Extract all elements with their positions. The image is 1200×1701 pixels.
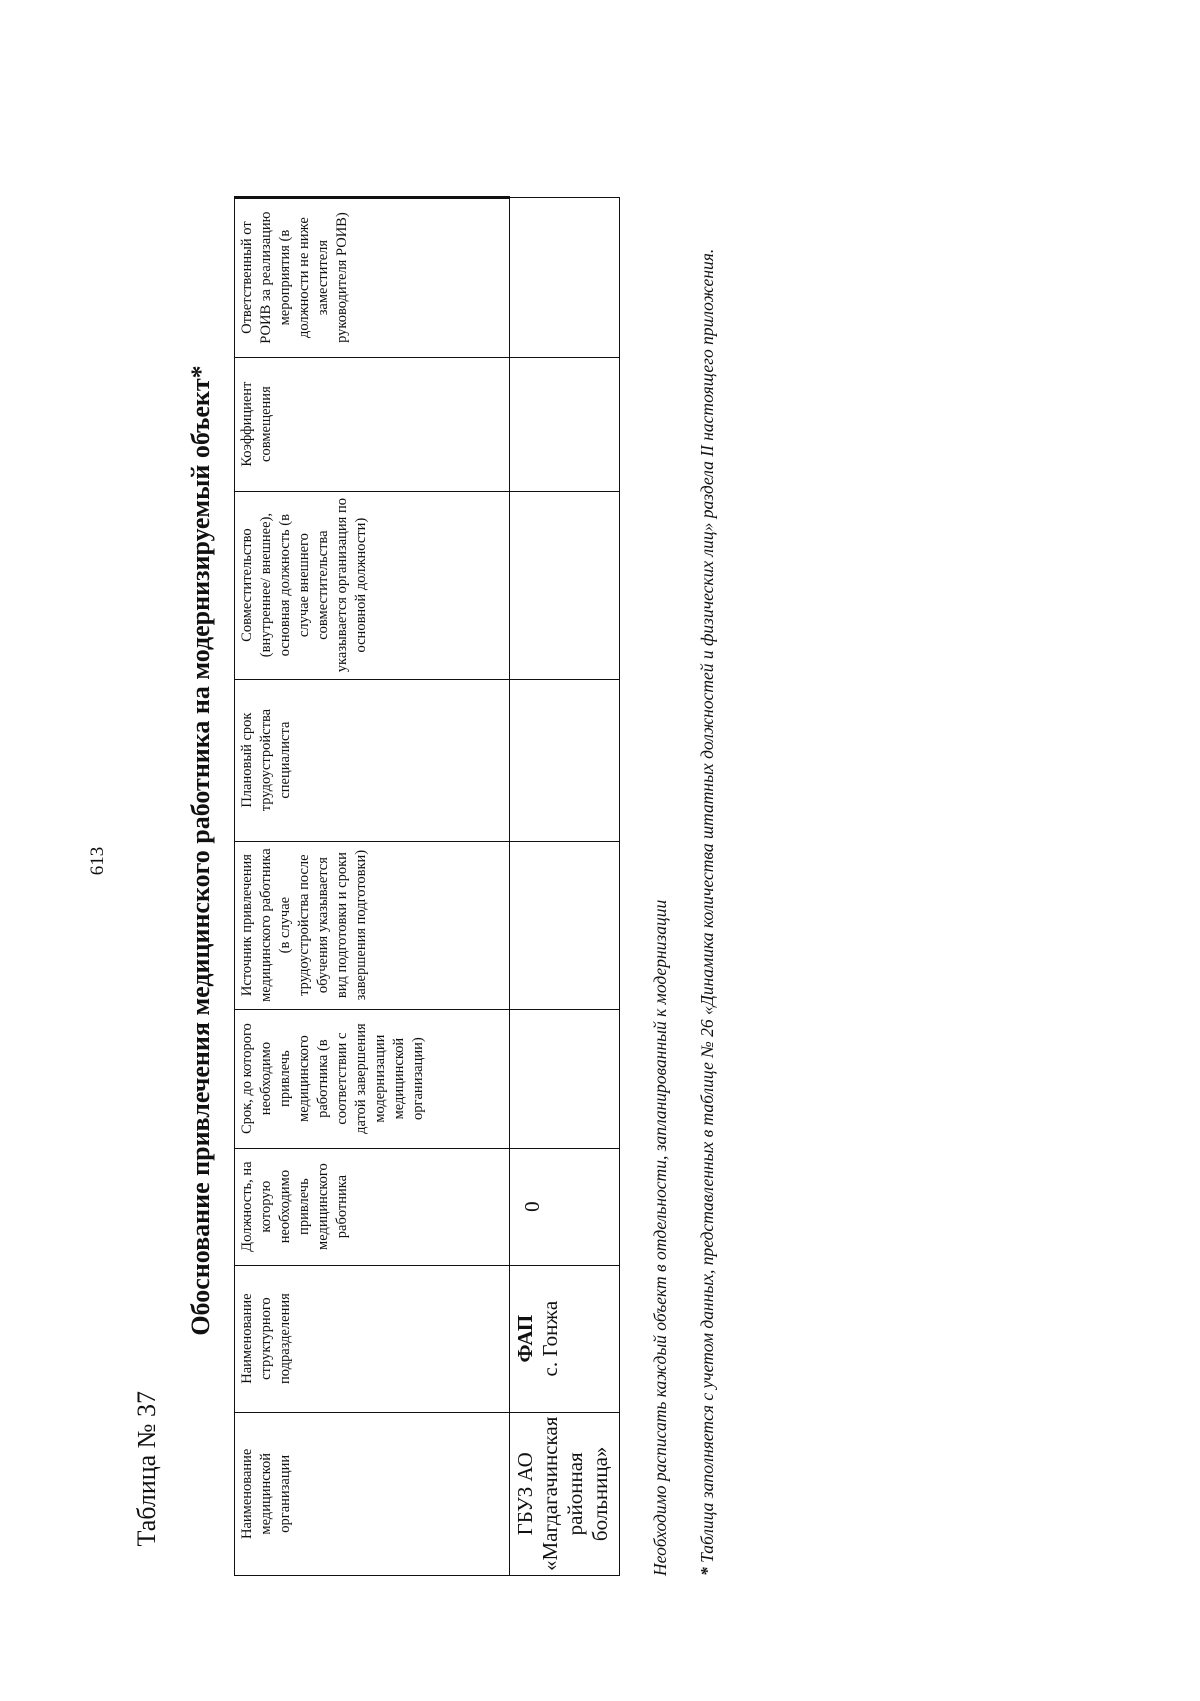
cell-planned-date [510, 679, 620, 841]
header-cell-responsible: Ответственный от РОИВ за реализацию мероприятия (в должности не ниже заместителя руководителя РОИВ) [235, 197, 510, 357]
cell-source [510, 841, 620, 1009]
cell-part-time [510, 491, 620, 679]
header-cell-source: Источник привлечения медицинского работника (в случае трудоустройства после обучения указывается вид подготовки и сроки завершения подготовки) [235, 841, 510, 1009]
cell-deadline [510, 1009, 620, 1148]
table-row [510, 197, 620, 1575]
cell-coefficient [510, 357, 620, 491]
document-title: Обоснование привлечения медицинского работника на модернизируемый объект* [186, 365, 215, 1336]
header-cell-coefficient: Коэффициент совмещения [235, 357, 510, 491]
header-cell-deadline: Срок, до которого необходимо привлечь медицинского работника (в соответствии с датой завершения модернизации медицинской организации) [235, 1009, 510, 1148]
footnote [695, 126, 719, 1576]
cell-position: 0 [510, 1148, 620, 1265]
table-header-row [235, 197, 510, 1575]
header-cell-organization: Наименование медицинской организации [235, 1412, 510, 1575]
note-text: Необходимо расписать каждый объект в отдельности, запланированный к модернизации [650, 899, 670, 1576]
page-number: 613 [87, 846, 108, 876]
subdivision-type: ФАП [513, 1314, 537, 1363]
cell-responsible [510, 197, 620, 357]
cell-organization: ГБУЗ АО «Магдагачинская районная больница» [510, 1412, 620, 1575]
justification-table [234, 196, 620, 1576]
cell-subdivision [510, 1265, 620, 1412]
subdivision-location: с. Гонжа [538, 1300, 562, 1377]
header-cell-part-time: Совместительство (внутреннее/ внешнее), основная должность (в случае внешнего совместительства указывается организация по основной должности) [235, 491, 510, 679]
header-cell-planned-date: Плановый срок трудоустройства специалиста [235, 679, 510, 841]
table-label: Таблица № 37 [132, 1391, 161, 1547]
header-cell-position: Должность, на которую необходимо привлечь медицинского работника [235, 1148, 510, 1265]
footnote-text: Таблица заполняется с учетом данных, представленных в таблице № 26 «Динамика количества штатных должностей и физических лиц» раздела II настоящего приложения. [697, 248, 717, 1568]
header-cell-subdivision: Наименование структурного подразделения [235, 1265, 510, 1412]
footnote-marker: * [697, 1567, 717, 1576]
